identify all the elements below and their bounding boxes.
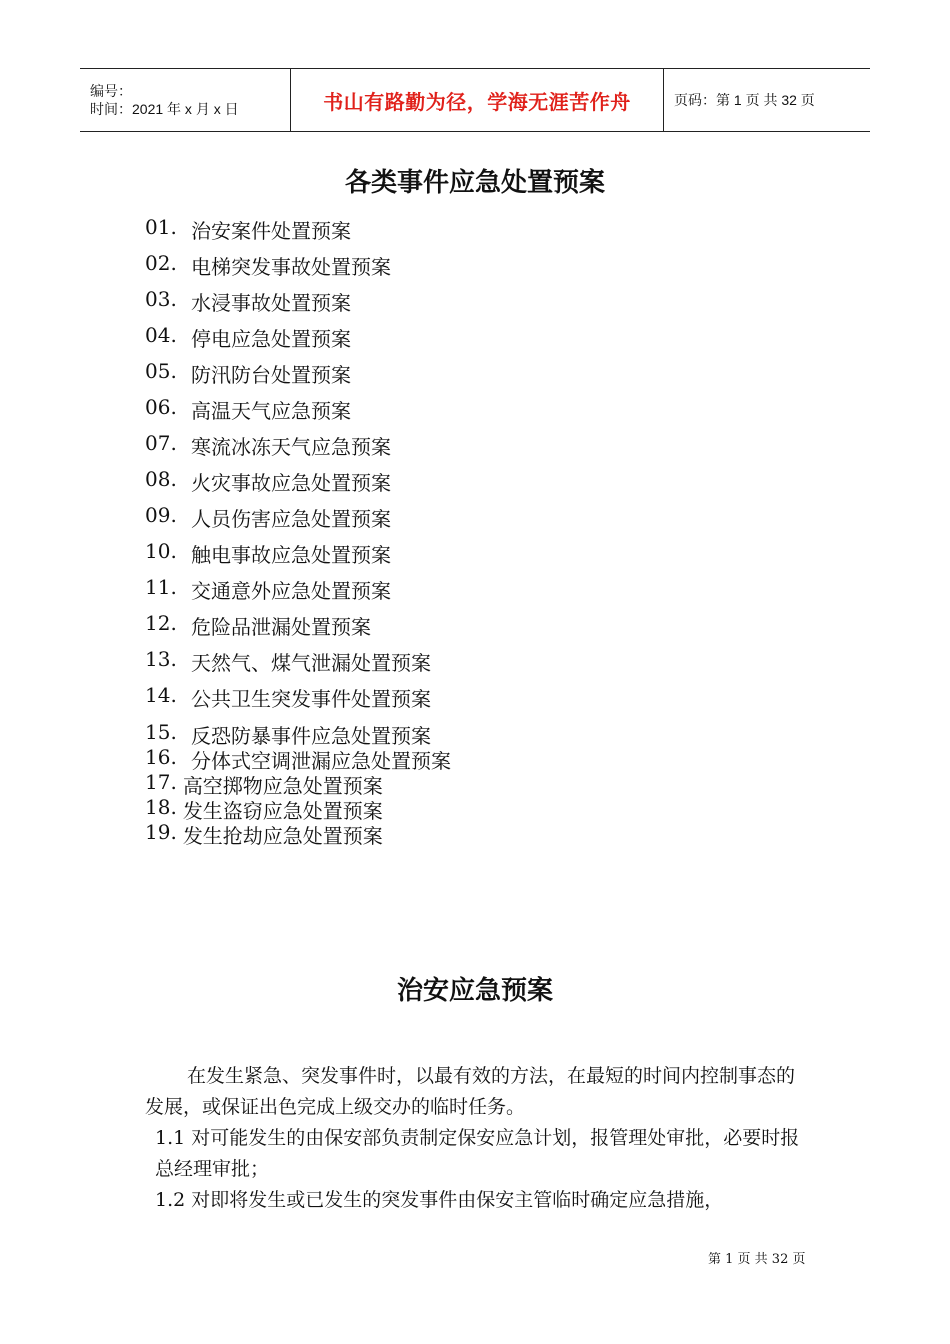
toc-item-title: 治安案件处置预案: [191, 219, 351, 243]
section-title: 治安应急预案: [396, 976, 553, 1006]
toc-item-number: 12.: [145, 611, 177, 635]
toc-item: [145, 359, 351, 388]
toc-item-number: 01.: [145, 215, 177, 239]
toc-item-title: 公共卫生突发事件处置预案: [191, 687, 431, 711]
toc-item: [145, 575, 391, 604]
toc-item-title: 高空掷物应急处置预案: [182, 774, 383, 798]
page-footer: 第 1 页 共 32 页: [708, 1252, 806, 1267]
code-label: 编号：: [90, 83, 132, 99]
toc-item: [145, 215, 351, 244]
document-title: 各类事件应急处置预案: [344, 168, 605, 198]
toc-item-number: 06.: [145, 395, 177, 419]
header-page: [664, 69, 870, 131]
header-motto: [291, 69, 664, 131]
toc-item: [145, 395, 351, 424]
clause-1-2: 1.2 对即将发生或已发生的突发事件由保安主管临时确定应急措施，: [155, 1189, 724, 1211]
toc-item-number: 19.: [145, 820, 177, 844]
toc-item: [145, 467, 391, 496]
toc-item-number: 11.: [145, 575, 177, 599]
toc-item: [145, 503, 391, 532]
toc-item: [145, 683, 431, 712]
toc-item-number: 05.: [145, 359, 177, 383]
toc-item-title: 水浸事故处置预案: [191, 291, 351, 315]
toc-item-number: 07.: [145, 431, 177, 455]
section-body: [145, 1061, 810, 1216]
toc-item-title: 发生盗窃应急处置预案: [182, 799, 383, 823]
toc-item-title: 触电事故应急处置预案: [191, 543, 391, 567]
toc-item-number: 16.: [145, 745, 177, 769]
toc-item: [145, 647, 431, 676]
toc-item-title: 反恐防暴事件应急处置预案: [191, 724, 431, 748]
time-label: 时间：2021 年 x 月 x 日: [90, 101, 239, 117]
clause-1-1: 1.1 对可能发生的由保安部负责制定保安应急计划，报管理处审批，必要时报总经理审批；: [155, 1127, 800, 1180]
toc-item-number: 10.: [145, 539, 177, 563]
toc-item-title: 危险品泄漏处置预案: [191, 615, 371, 639]
toc-item-title: 分体式空调泄漏应急处置预案: [191, 749, 451, 773]
toc-item-title: 发生抢劫应急处置预案: [182, 824, 383, 848]
toc-item: [145, 611, 371, 640]
toc-item: [145, 287, 351, 316]
toc-item-number: 17.: [145, 770, 177, 794]
toc-item: [145, 323, 351, 352]
toc-item-title: 寒流冰冻天气应急预案: [191, 435, 391, 459]
toc-item-number: 09.: [145, 503, 177, 527]
toc-item-number: 04.: [145, 323, 177, 347]
intro-paragraph: 在发生紧急、突发事件时，以最有效的方法，在最短的时间内控制事态的发展，或保证出色完成上级交办的临时任务。: [145, 1065, 796, 1118]
toc-item-number: 18.: [145, 795, 177, 819]
page-label: 页码：第 1 页 共 32 页: [674, 92, 815, 108]
motto-text: 书山有路勤为径，学海无涯苦作舟: [323, 89, 631, 114]
toc-item-title: 电梯突发事故处置预案: [191, 255, 391, 279]
toc-item: [145, 820, 383, 849]
toc-item-number: 08.: [145, 467, 177, 491]
page-header: [80, 68, 870, 132]
toc-item: [145, 431, 391, 460]
toc-item-number: 03.: [145, 287, 177, 311]
toc-item: [145, 251, 391, 280]
header-meta: [80, 69, 291, 131]
toc-item-title: 高温天气应急预案: [191, 399, 351, 423]
toc-item-title: 交通意外应急处置预案: [191, 579, 391, 603]
toc-item-number: 15.: [145, 720, 177, 744]
toc-item-title: 停电应急处置预案: [191, 327, 351, 351]
toc-item-number: 13.: [145, 647, 177, 671]
toc-item-title: 火灾事故应急处置预案: [191, 471, 391, 495]
toc-item-title: 天然气、煤气泄漏处置预案: [191, 651, 431, 675]
toc-item-title: 人员伤害应急处置预案: [191, 507, 391, 531]
toc-item-number: 02.: [145, 251, 177, 275]
toc-item-number: 14.: [145, 683, 177, 707]
toc-item-title: 防汛防台处置预案: [191, 363, 351, 387]
toc-item: [145, 539, 391, 568]
